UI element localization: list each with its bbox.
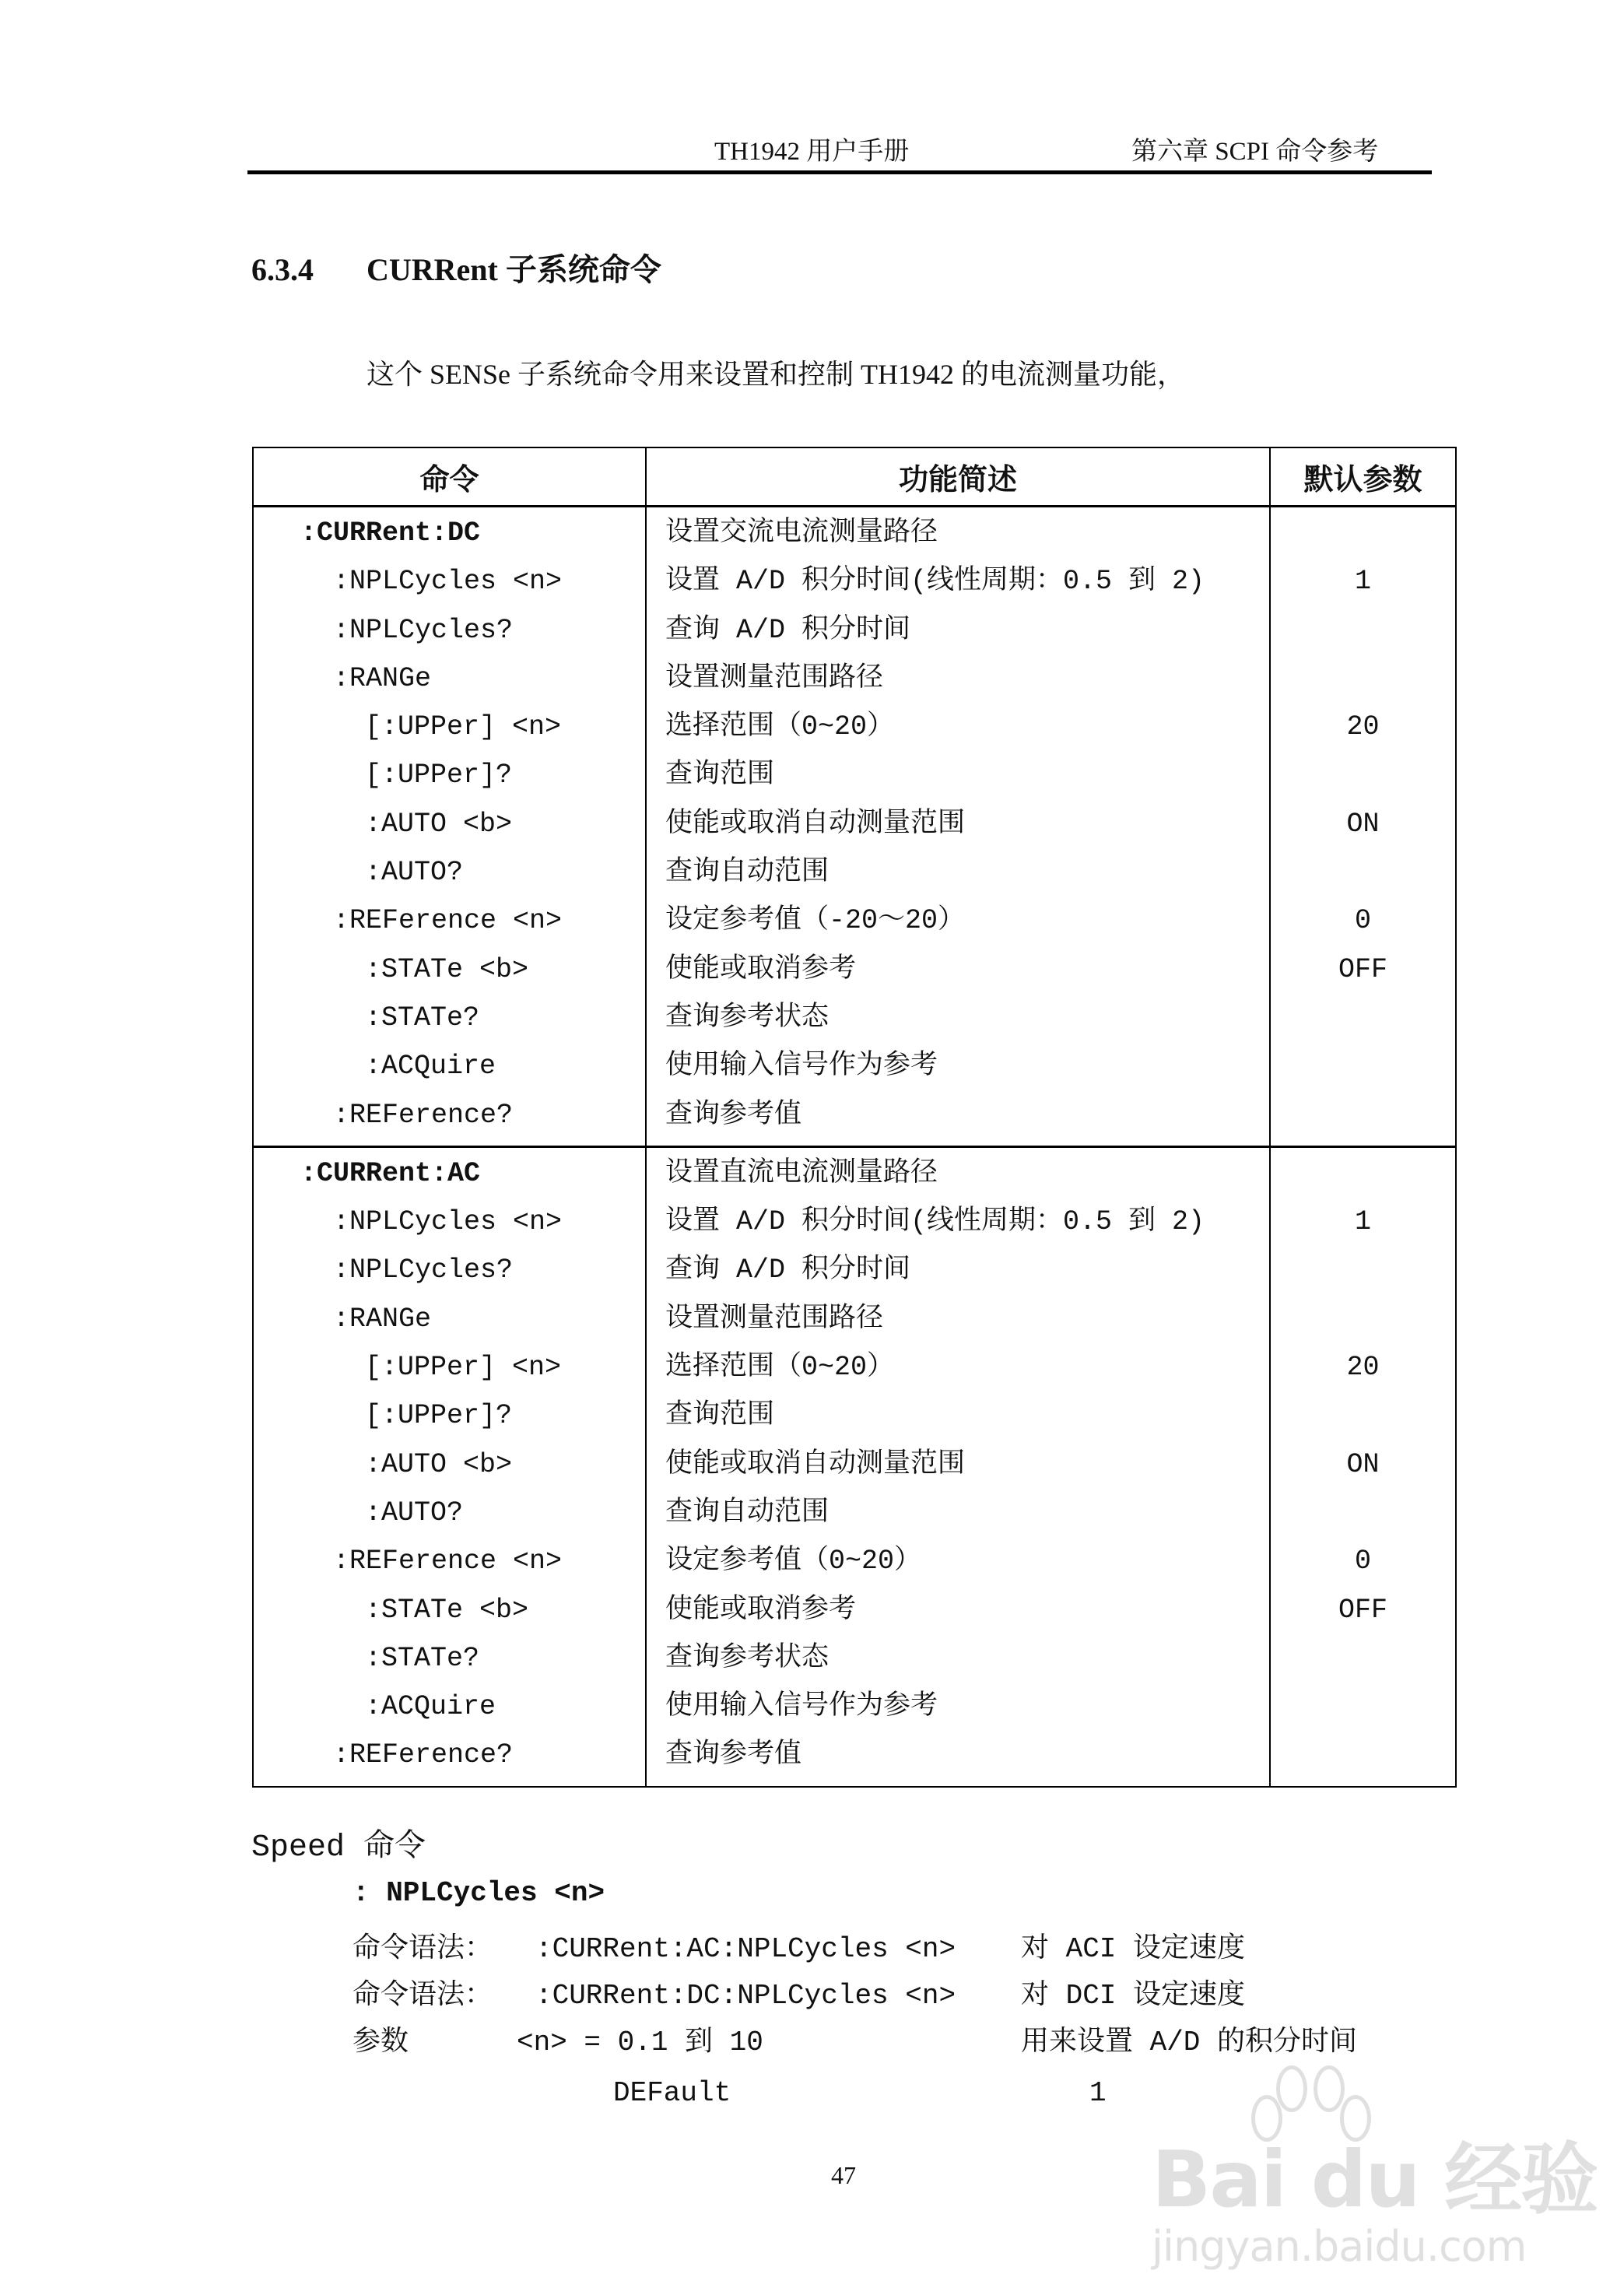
command-cell: :RANGe xyxy=(333,662,432,694)
description-cell: 选择范围（0~20） xyxy=(665,1352,895,1384)
description-cell: 选择范围（0~20） xyxy=(665,711,895,743)
command-cell: :RANGe xyxy=(333,1303,432,1335)
description-cell: 设置交流电流测量路径 xyxy=(665,518,938,549)
default-cell xyxy=(1271,1489,1455,1537)
description-column xyxy=(647,507,1271,1146)
command-cell: [:UPPer]? xyxy=(365,760,513,791)
syntax-note-ac: 对 ACI 设定速度 xyxy=(1021,1933,1246,1965)
description-cell: 设置 A/D 积分时间(线性周期：0.5 到 2) xyxy=(665,1206,1205,1238)
default-cell xyxy=(1271,1683,1455,1731)
chapter-title: 第六章 SCPI 命令参考 xyxy=(1131,138,1379,166)
command-column xyxy=(254,507,647,1146)
description-cell: 使能或取消自动测量范围 xyxy=(665,808,966,840)
default-cell: ON xyxy=(1346,1448,1380,1480)
default-cell xyxy=(1271,1091,1455,1139)
paw-toe-icon xyxy=(1314,2065,1345,2112)
command-cell: :NPLCycles? xyxy=(333,1255,514,1286)
description-cell: 设定参考值（0~20） xyxy=(665,1546,922,1577)
default-cell xyxy=(1271,509,1455,557)
command-cell: :REFerence <n> xyxy=(333,905,563,937)
table-group xyxy=(254,507,1455,1146)
baidu-watermark xyxy=(1152,2062,1619,2292)
description-cell: 查询参考状态 xyxy=(665,1002,830,1033)
command-cell: :AUTO <b> xyxy=(365,808,513,840)
default-cell xyxy=(1271,751,1455,799)
description-cell: 设置测量范围路径 xyxy=(665,662,884,694)
default-cell: ON xyxy=(1346,808,1380,840)
default-cell xyxy=(1271,1149,1455,1198)
syntax-label-dc: 命令语法： xyxy=(353,1980,493,2012)
description-cell: 查询 A/D 积分时间 xyxy=(665,1255,911,1286)
command-cell: :NPLCycles <n> xyxy=(333,566,563,598)
default-cell xyxy=(1271,606,1455,654)
description-cell: 设定参考值（-20～20） xyxy=(665,905,966,937)
command-cell: :NPLCycles? xyxy=(333,614,514,646)
description-cell: 查询范围 xyxy=(665,1400,775,1432)
speed-command: : NPLCycles <n> xyxy=(353,1877,605,1909)
command-cell: [:UPPer]? xyxy=(365,1400,513,1432)
default-cell xyxy=(1271,654,1455,703)
description-cell: 查询参考值 xyxy=(665,1099,802,1131)
description-cell: 使用输入信号作为参考 xyxy=(665,1051,938,1083)
table-header-row xyxy=(254,448,1455,507)
description-cell: 查询参考值 xyxy=(665,1739,802,1771)
default-cell xyxy=(1271,848,1455,897)
command-cell: [:UPPer] <n> xyxy=(365,1352,562,1384)
section-number: 6.3.4 xyxy=(251,252,314,287)
header-rule xyxy=(247,170,1432,174)
description-column xyxy=(647,1148,1271,1786)
section-title: CURRent 子系统命令 xyxy=(367,252,661,287)
watermark-logo: Bai du 经验 xyxy=(1152,2134,1598,2225)
default-cell xyxy=(1271,994,1455,1042)
description-cell: 设置测量范围路径 xyxy=(665,1303,884,1335)
command-table xyxy=(252,447,1457,1788)
header-description: 功能简述 xyxy=(647,448,1271,505)
syntax-note-dc: 对 DCI 设定速度 xyxy=(1021,1980,1246,2012)
command-cell: :AUTO <b> xyxy=(365,1448,513,1480)
command-cell: :STATe? xyxy=(365,1002,480,1033)
header-command: 命令 xyxy=(254,448,647,505)
description-cell: 使能或取消自动测量范围 xyxy=(665,1448,966,1480)
param-label: 参数 xyxy=(353,2027,409,2058)
default-cell xyxy=(1271,1295,1455,1343)
command-cell: :AUTO? xyxy=(365,857,464,889)
command-column xyxy=(254,1148,647,1786)
description-cell: 使能或取消参考 xyxy=(665,1594,857,1626)
syntax-value-dc: :CURRent:DC:NPLCycles <n> xyxy=(535,1980,956,2012)
header-default: 默认参数 xyxy=(1303,462,1422,497)
default-cell: 1 xyxy=(1354,566,1371,598)
manual-title: TH1942 用户手册 xyxy=(714,138,910,166)
description-cell: 查询自动范围 xyxy=(665,857,830,889)
description-cell: 使用输入信号作为参考 xyxy=(665,1691,938,1723)
default-value: 1 xyxy=(1089,2077,1107,2109)
default-cell: OFF xyxy=(1338,953,1387,985)
default-cell xyxy=(1271,1391,1455,1440)
command-cell: [:UPPer] <n> xyxy=(365,711,562,743)
param-note: 用来设置 A/D 的积分时间 xyxy=(1021,2027,1358,2058)
section-intro: 这个 SENSe 子系统命令用来设置和控制 TH1942 的电流测量功能， xyxy=(367,359,1185,390)
page-number: 47 xyxy=(831,2161,856,2189)
syntax-label-ac: 命令语法： xyxy=(353,1933,493,1965)
default-cell xyxy=(1271,1246,1455,1294)
default-cell xyxy=(1271,1634,1455,1683)
command-cell: :CURRent:DC xyxy=(300,518,481,549)
description-cell: 设置 A/D 积分时间(线性周期：0.5 到 2) xyxy=(665,566,1205,598)
default-column xyxy=(1271,507,1455,1146)
command-cell: :REFerence <n> xyxy=(333,1546,563,1577)
command-cell: :AUTO? xyxy=(365,1497,464,1528)
default-cell xyxy=(1271,1042,1455,1090)
syntax-value-ac: :CURRent:AC:NPLCycles <n> xyxy=(535,1933,956,1965)
command-cell: :ACQuire xyxy=(365,1051,496,1083)
command-cell: :NPLCycles <n> xyxy=(333,1206,563,1238)
paw-toe-icon xyxy=(1276,2065,1307,2112)
command-cell: :STATe? xyxy=(365,1642,480,1674)
default-cell: 0 xyxy=(1354,905,1371,937)
default-cell: 20 xyxy=(1346,1352,1380,1384)
default-cell xyxy=(1271,1731,1455,1779)
default-cell: 0 xyxy=(1354,1546,1371,1577)
description-cell: 查询范围 xyxy=(665,760,775,791)
description-cell: 设置直流电流测量路径 xyxy=(665,1157,938,1189)
command-cell: :REFerence? xyxy=(333,1739,514,1771)
description-cell: 查询参考状态 xyxy=(665,1642,830,1674)
param-value: <n> = 0.1 到 10 xyxy=(517,2027,763,2058)
table-group xyxy=(254,1146,1455,1786)
default-label: DEFault xyxy=(613,2077,731,2109)
command-cell: :STATe <b> xyxy=(365,953,529,985)
command-cell: :STATe <b> xyxy=(365,1594,529,1626)
default-column xyxy=(1271,1148,1455,1786)
command-cell: :CURRent:AC xyxy=(300,1157,481,1189)
speed-title: Speed 命令 xyxy=(251,1830,426,1865)
default-cell: 1 xyxy=(1354,1206,1371,1238)
command-cell: :ACQuire xyxy=(365,1691,496,1723)
description-cell: 查询 A/D 积分时间 xyxy=(665,614,911,646)
watermark-url: jingyan.baidu.com xyxy=(1152,2222,1527,2271)
command-cell: :REFerence? xyxy=(333,1099,514,1131)
default-cell: OFF xyxy=(1338,1594,1387,1626)
default-cell: 20 xyxy=(1346,711,1380,743)
description-cell: 使能或取消参考 xyxy=(665,953,857,985)
description-cell: 查询自动范围 xyxy=(665,1497,830,1528)
